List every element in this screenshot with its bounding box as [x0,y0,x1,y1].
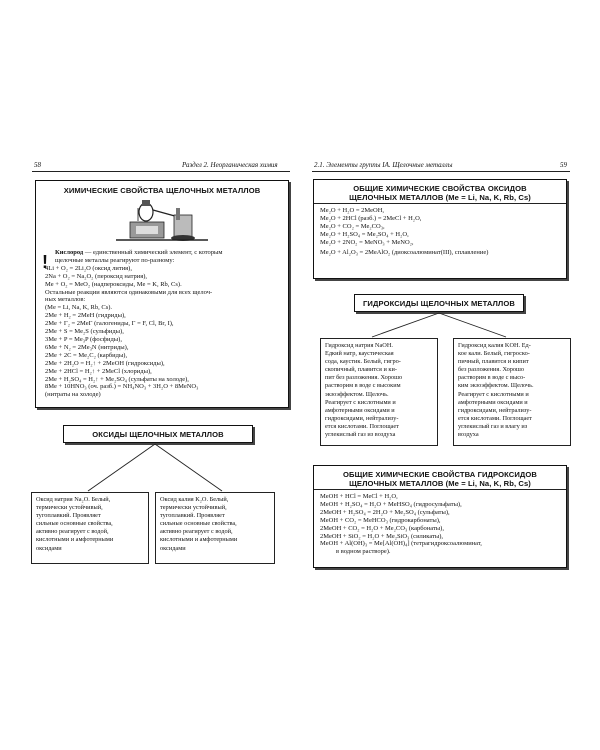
chem-line: 2Na + O₂ = Na₂O₂ (пероксид натрия), [45,272,147,280]
hydroxide-left-line: Гидроксид натрия NaOH. [325,342,393,349]
oxide-left-line: активно реагирует с водой, [36,528,109,536]
oxide-left-line: оксидами [36,544,62,552]
hydroxide-right-line: углекислый газ и влагу из [458,422,528,430]
hydroxide-prop-line: в водном растворе). [336,548,391,556]
oxide-right-line: активно реагирует с водой, [160,528,233,536]
chem-line: 2Me + H₂ = 2MeH (гидриды), [45,312,126,320]
hydroxide-left-line: экзоэффектом. Щелочь. [325,390,389,398]
hydroxide-prop-line: MeOH + HCl = MeCl + H₂O, [320,493,398,500]
hydroxide-right-line: ким экзоэффектом. Щелочь. [458,382,534,390]
hydroxide-left-line: Едкий натр, каустическая [325,350,394,358]
right-running-head: 2.1. Элементы группы IA. Щелочные металлы [314,161,453,169]
hydroxide-left-line: сода, каустик. Белый, гигро- [325,358,401,366]
oxide-prop-line: Me₂O + Al₂O₃ = 2MeAlO₂ (диоксоалюминат(III), сплавление) [320,248,489,256]
hydroxide-right-line: Реагирует с кислотными и [458,390,529,398]
hydroxide-left-line: амфотерными оксидами и [325,406,395,414]
intro-line-1: — единственный химический элемент, с которым [83,249,223,256]
oxide-left-line: сильные основные свойства, [36,520,113,528]
hydroxide-right-line: амфотерными оксидами и [458,398,528,406]
hydroxide-right-line: Гидроксид калия KOH. Ед- [458,342,531,349]
hydroxide-prop-line: 2MeOH + CO₂ = H₂O + Me₂CO₃ (карбонаты), [320,524,444,532]
left-page-number: 58 [34,161,41,169]
left-running-head: Раздел 2. Неорганическая химия [182,161,278,169]
hydroxide-potassium-cell [453,338,571,446]
intro-bold: Кислород [55,249,84,256]
chem-line: 2Me + H₂SO₄ = H₂↑ + Me₂SO₄ (сульфаты на холоде), [45,375,189,383]
oxide-right-line: сильные основные свойства, [160,520,237,528]
hydroxide-properties-divider [314,489,566,490]
intro-line-2: щелочные металлы реагируют по-разному: [55,256,175,264]
hydroxide-prop-line: 2MeOH + SiO₂ = H₂O + Me₂SiO₃ (силикаты), [320,532,444,540]
hydroxide-right-line: воздуха [458,431,479,439]
chem-line: 4Li + O₂ = 2Li₂O (оксид лития), [45,264,132,272]
hydroxide-prop-line: 2MeOH + H₂SO₄ = 2H₂O + Me₂SO₄ (сульфаты), [320,508,450,516]
hydroxide-properties-title-1: ОБЩИЕ ХИМИЧЕСКИЕ СВОЙСТВА ГИДРОКСИДОВ [343,470,537,479]
oxide-prop-line: Me₂O + H₂O = 2MeOH, [320,207,385,214]
hydroxide-left-line: углекислый газ из воздуха [325,431,396,439]
hydroxide-prop-line: MeOH + H₂SO₄ = H₂O + MeHSO₄ (гидросульфаты), [320,500,462,508]
chem-line: 2Me + Γ₂ = 2MeГ (галогениды, Г = F, Cl, Br, I), [45,320,174,328]
chem-line: 2Me + 2HCl = H₂↑ + 2MeCl (хлориды), [45,367,152,375]
hydroxide-right-line: пичный, плавится и кипит [458,358,529,366]
chem-line: 8Me + 10HNO₃ (оч. разб.) = NH₄NO₃ + 3H₂O + 8MeNO₃ [45,383,199,391]
oxide-left-line: Оксид натрия Na₂O. Белый, [36,496,111,503]
chem-line: (Me = Li, Na, K, Rb, Cs). [45,304,113,312]
oxide-prop-line: Me₂O + 2NO₂ = MeNO₃ + MeNO₂, [320,238,414,246]
hydroxide-right-line: без разложения. Хорошо [458,366,525,374]
chem-line: 2Me + S = Me₂S (сульфиды), [45,328,124,336]
chem-line: Me + O₂ = MeO₂ (надпероксиды, Me = K, Rb, Cs). [45,280,182,288]
oxide-right-line: кислотными и амфотерными [160,536,238,544]
oxide-left-line: тугоплавкий. Проявляет [36,512,101,520]
hydroxide-right-line: кое кали. Белый, гигроско- [458,350,530,358]
chem-line: 6Me + N₂ = 2Me₃N (нитриды), [45,343,129,351]
hydroxide-right-line: гидроксидами, нейтрализу- [458,406,532,414]
hydroxide-left-line: пит без разложения. Хорошо [325,374,403,382]
oxide-right-line: Оксид калия K₂O. Белый, [160,496,229,503]
hydroxides-title: ГИДРОКСИДЫ ЩЕЛОЧНЫХ МЕТАЛЛОВ [363,299,515,308]
hydroxide-prop-line: MeOH + CO₂ = MeHCO₃ (гидрокарбонаты), [320,516,441,524]
chem-line: 3Me + P = Me₃P (фосфиды), [45,335,122,343]
hydroxide-right-line: ется кислотами. Поглощает [458,414,532,422]
oxide-prop-line: Me₂O + 2HCl (разб.) = 2MeCl + H₂O, [320,214,422,222]
hydroxide-left-line: растворим в воде с высоким [325,382,401,390]
oxides-title: ОКСИДЫ ЩЕЛОЧНЫХ МЕТАЛЛОВ [92,430,224,439]
exclamation-icon: ! [42,252,48,272]
hydroxide-left-line: ется кислотами. Поглощает [325,422,399,430]
oxide-right-line: термически устойчивый, [160,504,227,512]
oxide-prop-line: Me₂O + CO₂ = Me₂CO₃, [320,222,385,230]
hydroxide-left-line: скопичный, плавится и ки- [325,366,397,374]
right-page-number: 59 [560,161,567,169]
oxide-right-line: оксидами [160,544,186,552]
chem-line: Остальные реакции являются одинаковыми для всех щелоч- [45,288,213,296]
oxide-properties-title-2: ЩЕЛОЧНЫХ МЕТАЛЛОВ (Me = Li, Na, K, Rb, Cs) [349,193,531,202]
chem-line: 2Me + 2H₂O = H₂↑ + 2MeOH (гидроксиды), [45,359,165,367]
oxide-prop-line: Me₂O + H₂SO₄ = Me₂SO₄ + H₂O, [320,230,409,238]
oxide-left-line: термически устойчивый, [36,504,103,512]
hydroxide-properties-box [313,465,567,568]
chem-line: (нитраты на холоде) [45,391,101,399]
chem-line: 2Me + 2C = Me₂C₂ (карбиды), [45,351,128,359]
chem-properties-title: ХИМИЧЕСКИЕ СВОЙСТВА ЩЕЛОЧНЫХ МЕТАЛЛОВ [63,186,261,195]
oxide-right-line: тугоплавкий. Проявляет [160,512,225,520]
hydroxide-properties-title-2: ЩЕЛОЧНЫХ МЕТАЛЛОВ (Me = Li, Na, K, Rb, Cs) [349,479,531,488]
chem-line: ных металлов: [45,296,86,304]
oxide-left-line: кислотными и амфотерными [36,536,114,544]
hydroxide-right-line: растворим в воде с высо- [458,374,526,382]
hydroxide-prop-line: MeOH + Al(OH)₃ = Me[Al(OH)₄] (тетрагидроксоалюминат, [320,540,482,548]
hydroxide-sodium-cell [320,338,438,446]
oxide-properties-title-1: ОБЩИЕ ХИМИЧЕСКИЕ СВОЙСТВА ОКСИДОВ [353,184,527,193]
hydroxide-left-line: гидроксидами, нейтрализу- [325,414,399,422]
hydroxide-left-line: Реагирует с кислотными и [325,398,396,406]
